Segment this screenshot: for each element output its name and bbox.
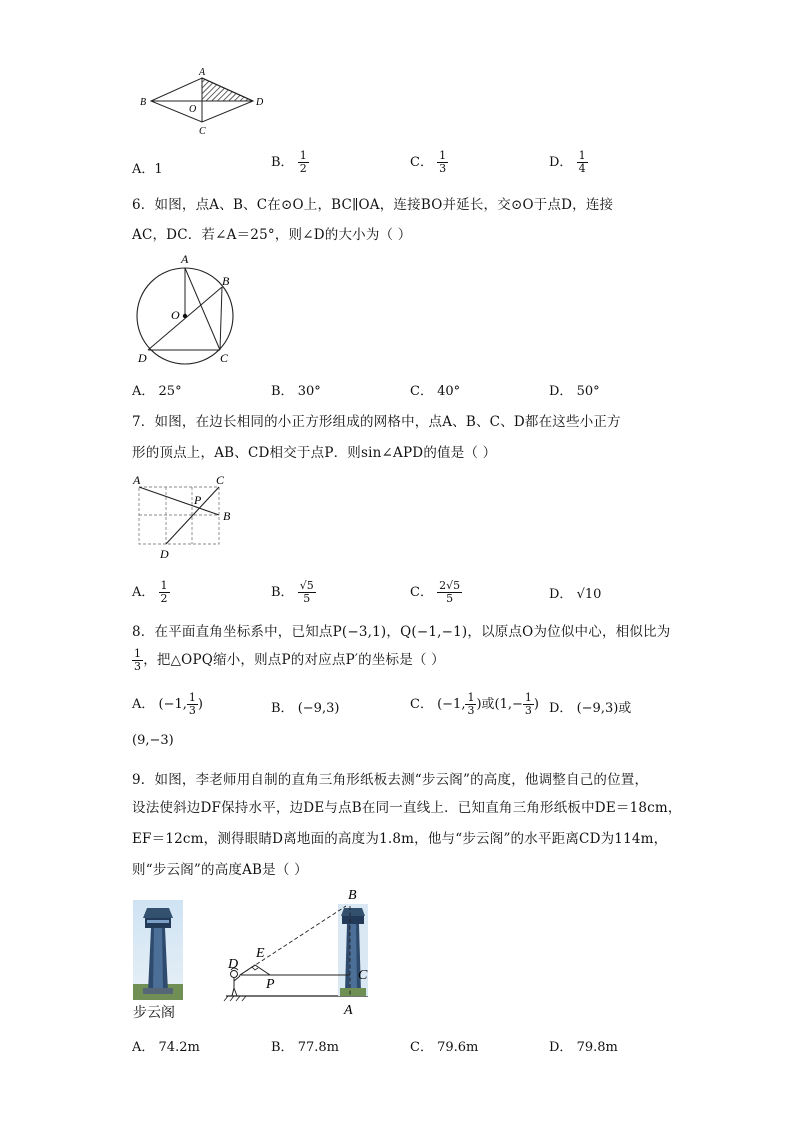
q9-option-d[interactable]: D． 79.8m [549,1040,618,1055]
ground-hatch [224,996,246,1001]
circle-figure [132,250,247,365]
label-d: D [256,97,264,108]
q9-option-c[interactable]: C． 79.6m [410,1040,479,1055]
label-a: A [344,1003,353,1018]
label-c: C [216,473,225,487]
q6-stem-line1: 6．如图，点A、B、C在⊙O上，BC∥OA，连接BO并延长，交⊙O于点D，连接 [132,197,614,213]
q5-option-d[interactable]: D． $\frac{1}{4}$ [549,149,586,175]
label-c: C [358,968,368,983]
label-b: B [223,509,231,523]
q8-option-d[interactable]: D． (−9,3)或 [549,701,632,716]
q8-option-a[interactable]: A． (−1, $\frac{1}{3}$ ) [132,691,203,717]
q7-option-c[interactable]: C． $\frac{2√5}{5}$ [410,579,461,605]
q8-stem-line1: 8．在平面直角坐标系中，已知点P(−3,1)，Q(−1,−1)，以原点O为位似中心，相似比为 [132,624,671,640]
shaded-triangle [202,78,253,101]
label-b: B [222,274,230,288]
q9-stem-line2: 设法使斜边DF保持水平，边DE与点B在同一直线上．已知直角三角形纸板中DE＝18cm， [132,800,682,816]
right-angle-mark [252,967,258,970]
label-d: D [160,547,169,561]
q7-option-d[interactable]: D． √10 [549,587,602,602]
label-o: O [189,104,197,115]
q7-stem-line2: 形的顶点上，AB、CD相交于点P．则sin∠APD的值是（ ） [132,445,497,461]
measurement-diagram [222,884,372,1019]
q9-stem-line3: EF＝12cm，测得眼睛D离地面的高度为1.8m，他与“步云阁”的水平距离CD为114m， [132,831,668,847]
label-p: P [266,977,275,992]
segment-ab [139,487,219,515]
tower-photo [133,900,183,1000]
ratio-fraction: $\frac{1}{3}$ [134,647,142,673]
q9-stem-line4: 则“步云阁”的高度AB是（ ） [132,862,308,878]
label-b: B [348,888,357,903]
segment-cd [166,487,219,544]
q5-option-b[interactable]: B． $\frac{1}{2}$ [271,149,307,175]
label-c: C [220,351,229,365]
q8-option-b[interactable]: B． (−9,3) [271,701,340,716]
person-icon [231,968,241,996]
label-a: A [181,252,189,266]
grid-figure [130,470,240,562]
dashed-grid [139,487,219,544]
q8-stem-line2: $\frac{1}{3}$ ，把△OPQ缩小，则点P的对应点P′的坐标是（ ） [134,647,445,673]
q9-stem-line1: 9．如图，李老师用自制的直角三角形纸板去测“步云阁”的高度，他调整自己的位置， [132,772,649,788]
label-d: D [228,957,239,972]
label-p: P [194,493,202,507]
q7-option-b[interactable]: B． $\frac{√5}{5}$ [271,579,314,605]
q8-option-c[interactable]: C． (−1, $\frac{1}{3}$ )或(1,− $\frac{1}{3}$ ) [410,691,539,717]
sight-line-db [240,906,346,975]
label-e: E [256,946,265,961]
label-d: D [138,351,147,365]
label-o: O [171,308,180,322]
label-b: B [140,97,147,108]
q8-option-d-wrap: (9,−3) [132,733,174,748]
rhombus-figure [135,64,270,136]
q6-option-b[interactable]: B． 30° [271,384,321,399]
q6-option-c[interactable]: C． 40° [410,384,461,399]
q9-option-b[interactable]: B． 77.8m [271,1040,339,1055]
center-point [183,314,187,318]
photo-caption: 步云阁 [133,1005,175,1021]
q9-option-a[interactable]: A． 74.2m [132,1040,200,1055]
segment-ac [185,268,220,350]
q6-option-d[interactable]: D． 50° [549,384,600,399]
label-c: C [199,126,206,136]
label-a: A [199,67,206,78]
segment-bc [220,287,222,350]
q5-option-c[interactable]: C． $\frac{1}{3}$ [410,149,447,175]
q7-option-a[interactable]: A． $\frac{1}{2}$ [132,579,168,605]
q6-option-a[interactable]: A． 25° [132,384,182,399]
q6-stem-line2: AC，DC．若∠A＝25°，则∠D的大小为（ ） [132,227,412,243]
q7-stem-line1: 7．如图，在边长相同的小正方形组成的网格中，点A、B、C、D都在这些小正方 [132,414,621,430]
q5-option-a[interactable]: A．1 [132,162,163,177]
label-a: A [133,473,141,487]
